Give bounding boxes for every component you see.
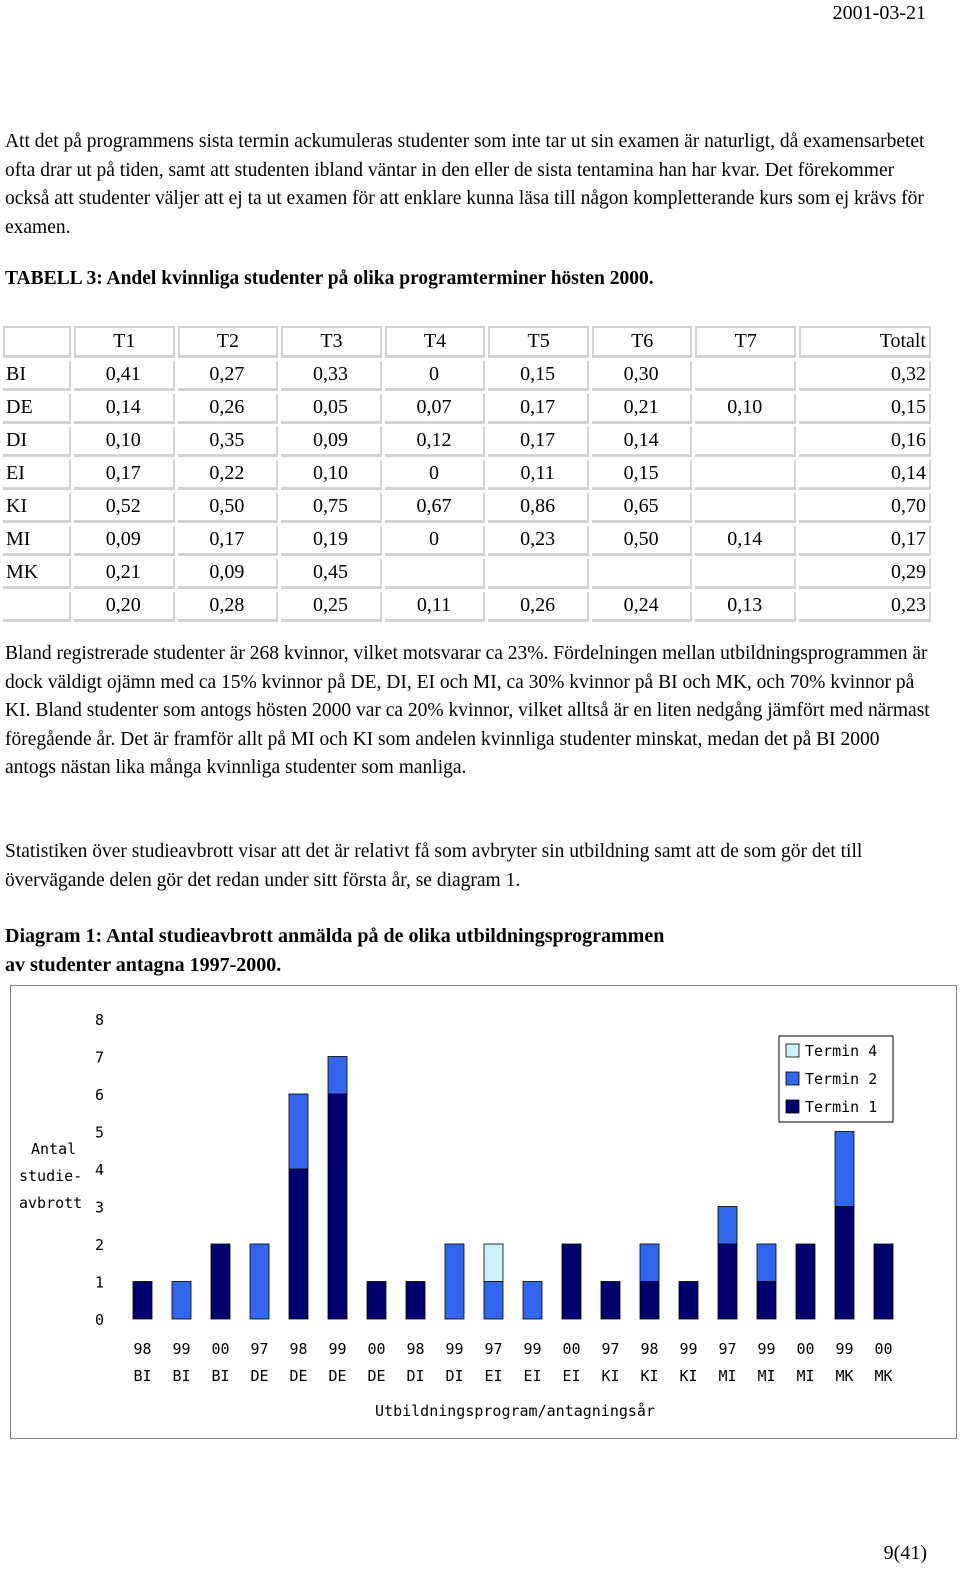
table3-cell: 0,09 [281,427,382,457]
table3-cell: 0,10 [281,460,382,490]
table3-row-label: KI [3,493,71,523]
bar-segment [289,1169,308,1319]
table3-cell [488,559,589,589]
table3-cell: 0,17 [799,526,931,556]
table3-cell [592,559,693,589]
x-tick-label-program: EI [523,1367,542,1385]
x-tick-label-program: DE [367,1367,386,1385]
bar-segment [796,1244,815,1319]
legend-swatch [786,1072,799,1085]
table3-cell: 0,15 [592,460,693,490]
table3-cell: 0 [385,361,486,391]
x-tick-label-year: 98 [406,1340,425,1358]
page-date: 2001-03-21 [832,2,926,24]
x-tick-label-year: 99 [757,1340,776,1358]
x-tick-label-year: 98 [640,1340,659,1358]
table3-cell [695,493,796,523]
x-tick-label-year: 97 [718,1340,737,1358]
x-tick-label-program: KI [640,1367,659,1385]
x-tick-label-program: BI [133,1367,152,1385]
table3-cell: 0,50 [178,493,279,523]
table3-cell: 0,28 [178,592,279,622]
x-tick-label-year: 99 [328,1340,347,1358]
diagram1-title-line2: av studenter antagna 1997-2000. [5,953,282,976]
x-tick-label-program: DE [328,1367,347,1385]
table3-cell [695,427,796,457]
y-tick-label: 1 [94,1273,104,1292]
x-tick-label-program: DI [406,1367,425,1385]
table3-cell: 0,45 [281,559,382,589]
table3-title: TABELL 3: Andel kvinnliga studenter på olika programterminer hösten 2000. [5,268,654,289]
table-row [3,460,931,490]
x-tick-label-year: 00 [796,1340,815,1358]
x-tick-label-program: BI [172,1367,191,1385]
x-tick-label-year: 99 [523,1340,542,1358]
table3-cell: 0,16 [799,427,931,457]
bar-segment [445,1244,464,1319]
table3-cell: 0,15 [799,394,931,424]
table3-cell: 0,26 [178,394,279,424]
y-tick-label: 2 [94,1236,104,1254]
y-tick-label: 3 [94,1198,104,1217]
y-tick-label: 7 [94,1048,104,1067]
table3-cell: 0,41 [74,361,175,391]
x-tick-label-year: 00 [874,1340,893,1358]
y-axis-label-line: studie- [19,1167,83,1185]
x-tick-label-program: MI [757,1367,776,1385]
x-tick-label-program: KI [679,1367,698,1385]
diagram1-chart [11,986,956,1438]
x-tick-label-program: BI [211,1367,230,1385]
table3-cell: 0,10 [74,427,175,457]
table3-header-cell: Totalt [799,326,931,358]
x-tick-label-year: 99 [445,1340,464,1358]
bar-segment [679,1282,698,1320]
table3-cell: 0,27 [178,361,279,391]
table-row [3,559,931,589]
table3-cell: 0,24 [592,592,693,622]
table-row [3,526,931,556]
y-axis-label-line: Antal [31,1140,77,1158]
x-axis-label: Utbildningsprogram/antagningsår [375,1402,655,1420]
bar-segment [640,1244,659,1282]
x-tick-label-program: DE [250,1367,269,1385]
x-tick-label-year: 00 [562,1340,581,1358]
table3-cell: 0,07 [385,394,486,424]
x-tick-label-program: EI [562,1367,581,1385]
bar-segment [523,1282,542,1320]
table3-cell: 0,75 [281,493,382,523]
table3-cell: 0,09 [178,559,279,589]
bar-segment [835,1132,854,1207]
table3-cell [695,559,796,589]
table-row [3,493,931,523]
table3-cell: 0,17 [488,427,589,457]
table3-cell: 0,09 [74,526,175,556]
bar-segment [757,1282,776,1320]
x-tick-label-program: MK [874,1367,893,1385]
table3-cell: 0,65 [592,493,693,523]
legend-swatch [786,1044,799,1057]
table3-header-cell: T2 [178,326,279,358]
table3-row-label: DE [3,394,71,424]
table3-cell: 0,14 [74,394,175,424]
paragraph-dropout-stats: Statistiken över studieavbrott visar att det är relativt få som avbryter sin utbildning samt att de som gör det till övervägande delen gör det redan under sitt första år, se diagram 1. [5,841,863,891]
table3-cell: 0,33 [281,361,382,391]
x-tick-label-year: 00 [367,1340,386,1358]
bar-segment [172,1282,191,1320]
table3-cell: 0,22 [178,460,279,490]
diagram1-chart-frame [10,985,957,1439]
table3-row-label: MK [3,559,71,589]
table3-cell: 0,10 [695,394,796,424]
table3-cell: 0,21 [592,394,693,424]
table3-cell: 0 [385,526,486,556]
legend-label: Termin 4 [805,1042,878,1060]
table3-cell: 0,26 [488,592,589,622]
bar-segment [250,1244,269,1319]
table-row [3,592,931,622]
table3-header-row [3,326,931,358]
table3-header-cell: T5 [488,326,589,358]
table3-row-label: DI [3,427,71,457]
table3-cell: 0,30 [592,361,693,391]
y-tick-label: 5 [94,1123,104,1142]
table3-cell: 0,17 [74,460,175,490]
table3-cell: 0,23 [799,592,931,622]
x-tick-label-program: DE [289,1367,308,1385]
table3-cell: 0,17 [488,394,589,424]
legend-label: Termin 1 [805,1098,878,1116]
bar-segment [406,1282,425,1320]
y-tick-label: 0 [94,1311,104,1329]
x-tick-label-year: 97 [601,1340,620,1358]
bar-segment [484,1282,503,1320]
bar-segment [640,1282,659,1320]
table3-header-cell [3,326,71,358]
table3-cell: 0,05 [281,394,382,424]
x-tick-label-program: EI [484,1367,503,1385]
table3-cell: 0,13 [695,592,796,622]
table3-cell: 0,32 [799,361,931,391]
legend-label: Termin 2 [805,1070,878,1088]
table3-row-label: EI [3,460,71,490]
bar-segment [367,1282,386,1320]
table3-header-cell: T3 [281,326,382,358]
table3-cell: 0,14 [695,526,796,556]
table3-cell: 0,23 [488,526,589,556]
x-tick-label-year: 98 [289,1340,308,1358]
table-row [3,394,931,424]
paragraph-intro: Att det på programmens sista termin ackumuleras studenter som inte tar ut sin examen är naturligt, då examensarbetet ofta drar ut på tiden, samt att studenten ibland väntar in den eller de sista tentamina han har kvar. Det förekommer också att studenter väljer att ej ta ut examen för att enklare kunna läsa till någon kompletterande kurs som ej krävs för examen. [5,131,925,238]
x-tick-label-year: 97 [250,1340,269,1358]
x-tick-label-year: 97 [484,1340,503,1358]
bar-segment [484,1244,503,1282]
table3-cell: 0,19 [281,526,382,556]
y-tick-label: 8 [94,1011,104,1029]
table3 [0,323,934,625]
y-axis-label-line: avbrott [19,1194,83,1212]
bar-segment [718,1244,737,1319]
bar-segment [289,1094,308,1169]
table3-cell: 0,14 [592,427,693,457]
x-tick-label-program: MK [835,1367,854,1385]
bar-segment [835,1207,854,1320]
table-row [3,361,931,391]
table3-row-label: BI [3,361,71,391]
table3-header-cell: T4 [385,326,486,358]
table3-row-label: MI [3,526,71,556]
table3-header-cell: T7 [695,326,796,358]
x-tick-label-program: MI [718,1367,737,1385]
page-number: 9(41) [883,1542,927,1564]
table3-cell: 0 [385,460,486,490]
table3-cell: 0,29 [799,559,931,589]
table3-cell: 0,11 [385,592,486,622]
table3-cell: 0,11 [488,460,589,490]
diagram1-title [5,922,664,979]
y-tick-label: 6 [94,1086,104,1104]
bar-segment [562,1244,581,1319]
table3-cell: 0,14 [799,460,931,490]
table3-cell: 0,86 [488,493,589,523]
table3-cell: 0,12 [385,427,486,457]
x-tick-label-program: MI [796,1367,815,1385]
diagram1-title-line1: Diagram 1: Antal studieavbrott anmälda på de olika utbildningsprogrammen [5,925,665,947]
table3-cell: 0,21 [74,559,175,589]
table3-cell [385,559,486,589]
table3-row-label [3,592,71,622]
bar-segment [757,1244,776,1282]
x-tick-label-year: 99 [172,1340,191,1358]
table3-header-cell: T1 [74,326,175,358]
paragraph-women-share: Bland registrerade studenter är 268 kvinnor, vilket motsvarar ca 23%. Fördelningen mellan utbildningsprogrammen är dock väldigt ojämn med ca 15% kvinnor på DE, DI, EI och MI, ca 30% kvinnor på BI och MK, och 70% kvinnor på KI. Bland studenter som antogs hösten 2000 var ca 20% kvinnor, vilket alltså är en liten nedgång jämfört med närmast föregående år. Det är framför allt på MI och KI som andelen kvinnliga studenter minskat, medan det på BI 2000 antogs nästan lika många kvinnliga studenter som manliga. [5,643,930,778]
bar-segment [211,1244,230,1319]
table3-cell: 0,15 [488,361,589,391]
table3-cell: 0,20 [74,592,175,622]
bar-segment [133,1282,152,1320]
legend-swatch [786,1100,799,1113]
x-tick-label-program: KI [601,1367,620,1385]
table3-cell: 0,25 [281,592,382,622]
bar-segment [601,1282,620,1320]
y-tick-label: 4 [94,1161,104,1179]
table3-cell: 0,70 [799,493,931,523]
x-tick-label-year: 99 [835,1340,854,1358]
x-tick-label-year: 98 [133,1340,152,1358]
bar-segment [874,1244,893,1319]
table3-cell: 0,67 [385,493,486,523]
bar-segment [328,1057,347,1095]
table3-header-cell: T6 [592,326,693,358]
table3-cell: 0,17 [178,526,279,556]
table3-cell: 0,35 [178,427,279,457]
table3-cell: 0,50 [592,526,693,556]
x-tick-label-year: 00 [211,1340,230,1358]
table3-cell [695,460,796,490]
bar-segment [718,1207,737,1245]
x-tick-label-year: 99 [679,1340,698,1358]
table-row [3,427,931,457]
table3-cell [695,361,796,391]
bar-segment [328,1094,347,1319]
x-tick-label-program: DI [445,1367,464,1385]
table3-cell: 0,52 [74,493,175,523]
